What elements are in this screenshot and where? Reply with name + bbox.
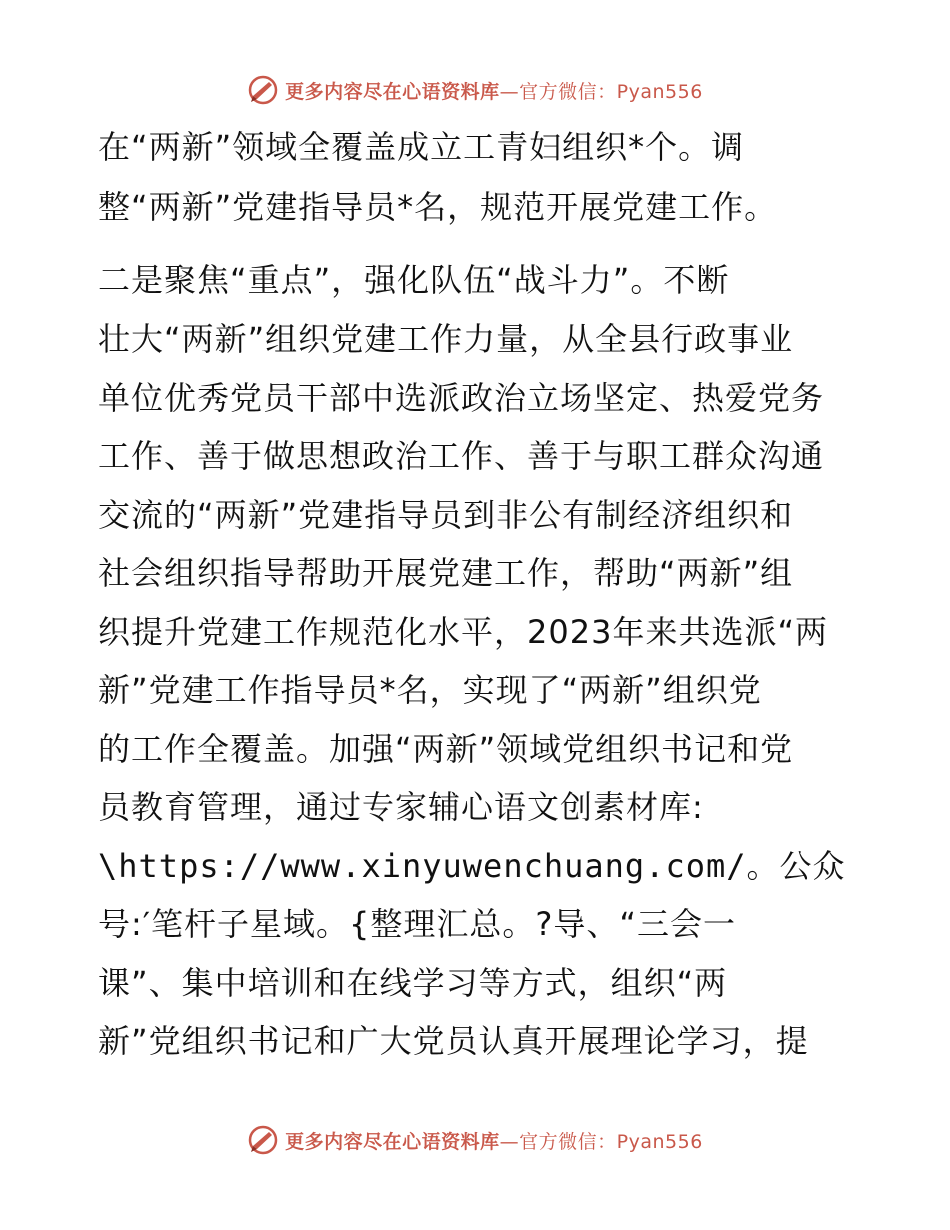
text-line: 新”党组织书记和广大党员认真开展理论学习，提 (98, 1022, 809, 1060)
text-line: 新”党建工作指导员*名，实现了“两新”组织党 (98, 671, 762, 709)
text-line: 单位优秀党员干部中选派政治立场坚定、热爱党务 (98, 379, 825, 417)
url-line: \https://www.xinyuwenchuang.com/。公众 (98, 847, 846, 885)
text-line: 的工作全覆盖。加强“两新”领域党组织书记和党 (98, 730, 794, 768)
text-line: 员教育管理，通过专家辅心语文创素材库: (98, 788, 704, 826)
text-line: 工作、善于做思想政治工作、善于与职工群众沟通 (98, 437, 825, 475)
footer-watermark (0, 1120, 950, 1160)
text-line: 整“两新”党建指导员*名，规范开展党建工作。 (98, 188, 778, 226)
text-line: 在“两新”领域全覆盖成立工青妇组织*个。调 (98, 128, 745, 166)
text-line: 交流的“两新”党建指导员到非公有制经济组织和 (98, 496, 794, 534)
text-line: 二是聚焦“重点”，强化队伍“战斗力”。不断 (98, 261, 730, 299)
pen-logo-icon (247, 1124, 279, 1156)
text-line: 课”、集中培训和在线学习等方式，组织“两 (98, 964, 728, 1002)
text-line: 壮大“两新”组织党建工作力量，从全县行政事业 (98, 320, 794, 358)
watermark-text: 更多内容尽在心语资料库—官方微信：Pyan556 (285, 1130, 703, 1153)
text-line: 号:′笔杆子星域。{整理汇总。?导、“三会一 (98, 905, 736, 943)
watermark-text: 更多内容尽在心语资料库—官方微信：Pyan556 (285, 80, 703, 103)
text-line: 社会组织指导帮助开展党建工作，帮助“两新”组 (98, 554, 794, 592)
text-line: 织提升党建工作规范化水平，2023年来共选派“两 (98, 613, 829, 651)
